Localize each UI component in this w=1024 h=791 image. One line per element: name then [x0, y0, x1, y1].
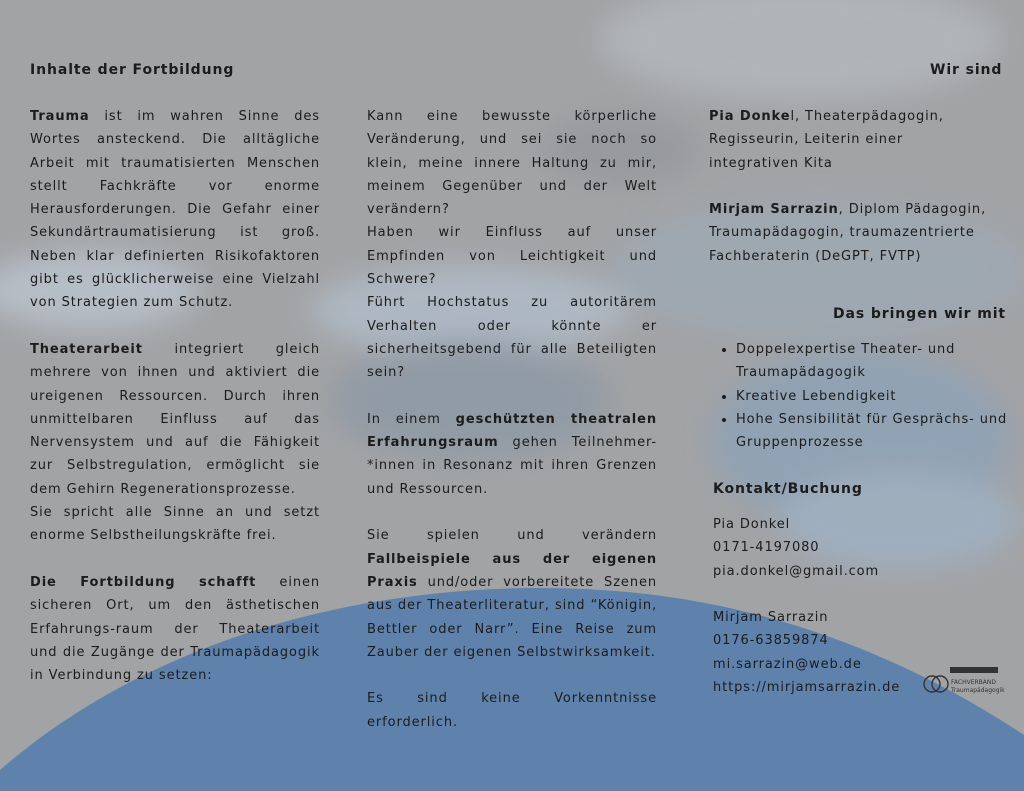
- column-1: [30, 105, 320, 687]
- heading-kontakt: Kontakt/Buchung: [713, 481, 863, 497]
- paragraph-fragen: Kann eine bewusste körperliche Veränderung, und sei sie noch so klein, meine innere Haltung zu mir, meinem Gegenüber und der Welt verändern?: [367, 109, 657, 218]
- paragraph-sinne: Sie spricht alle Sinne an und setzt enorme Selbstheilungskräfte frei.: [30, 505, 320, 544]
- offer-list: [712, 338, 1012, 454]
- contact-email-mirjam[interactable]: mi.sarrazin@web.de: [713, 656, 862, 672]
- offer-item: • Hohe Sensibilität für Gesprächs- und Gruppenprozesse: [736, 408, 1012, 455]
- paragraph-hochstatus: Führt Hochstatus zu autoritärem Verhalten oder könnte er sicherheitsgebend für alle Beteiligten sein?: [367, 295, 657, 381]
- column-3-people: [709, 105, 989, 268]
- paragraph-theaterarbeit: Theaterarbeit integriert gleich mehrere von ihnen und aktiviert die ureigenen Ressourcen. Durch ihren unmittelbaren Einfluss auf das Nervensystem und auf die Fähigkeit zur Selbstregulation, ermöglicht sie dem Gehirn Regenerationsprozesse.: [30, 341, 320, 497]
- contact-website-mirjam[interactable]: https://mirjamsarrazin.de: [713, 680, 901, 696]
- contact-name-pia: Pia Donkel: [713, 517, 791, 532]
- svg-text:Traumapädagogik: Traumapädagogik: [951, 687, 1005, 694]
- paragraph-fortbildung: Die Fortbildung schafft einen sicheren Ort, um den ästhetischen Erfahrungs-raum der Theaterarbeit und die Zugänge der Traumapädagogik in Verbindung zu setzen:: [30, 574, 321, 684]
- heading-inhalte: Inhalte der Fortbildung: [30, 62, 235, 78]
- paragraph-fallbeispiele: Sie spielen und verändern Fallbeispiele aus der eigenen Praxis und/oder vorbereitete Szenen aus der Theaterliteratur, sind “Königin, Bettler oder Narr”. Eine Reise zum Zauber der eigenen Selbstwirksamkeit.: [367, 528, 657, 660]
- paragraph-trauma: Trauma ist im wahren Sinne des Wortes ansteckend. Die alltägliche Arbeit mit traumatisierten Menschen stellt Fachkräfte vor enorme Herausforderungen. Die Gefahr einer Sekundärtraumatisierung ist groß. Neben klar definierten Risikofaktoren gibt es glücklicherweise eine Vielzahl von Strategien zum Schutz.: [30, 109, 320, 311]
- person-mirjam: Mirjam Sarrazin, Diplom Pädagogin, Traumapädagogin, traumazentrierte Fachberaterin (DeGPT, FVTP): [709, 202, 987, 264]
- paragraph-vorkenntnisse: Es sind keine Vorkenntnisse erforderlich.: [367, 691, 657, 730]
- contact-name-mirjam: Mirjam Sarrazin: [713, 610, 829, 626]
- column-2: [367, 105, 657, 734]
- person-pia: Pia Donkel, Theaterpädagogin, Regisseurin, Leiterin einer integrativen Kita: [709, 109, 944, 171]
- offer-item: • Doppelexpertise Theater- und Traumapädagogik: [736, 338, 1012, 385]
- offer-list-block: [712, 338, 1012, 454]
- offer-item: • Kreative Lebendigkeit: [736, 385, 1012, 408]
- contact-block: [713, 513, 923, 699]
- svg-text:FACHVERBAND: FACHVERBAND: [951, 679, 996, 686]
- heading-wir-sind: Wir sind: [930, 62, 1003, 78]
- paragraph-erfahrungsraum: In einem geschützten theatralen Erfahrungsraum gehen Teilnehmer-*innen in Resonanz mit ihren Grenzen und Ressourcen.: [367, 411, 657, 497]
- contact-phone-mirjam[interactable]: 0176-63859874: [713, 633, 829, 649]
- paragraph-einfluss: Haben wir Einfluss auf unser Empfinden von Leichtigkeit und Schwere?: [367, 225, 657, 288]
- fachverband-logo: [916, 664, 1006, 700]
- contact-email-pia[interactable]: pia.donkel@gmail.com: [713, 563, 880, 579]
- contact-phone-pia[interactable]: 0171-4197080: [713, 540, 820, 556]
- heading-das-bringen: Das bringen wir mit: [833, 306, 1007, 322]
